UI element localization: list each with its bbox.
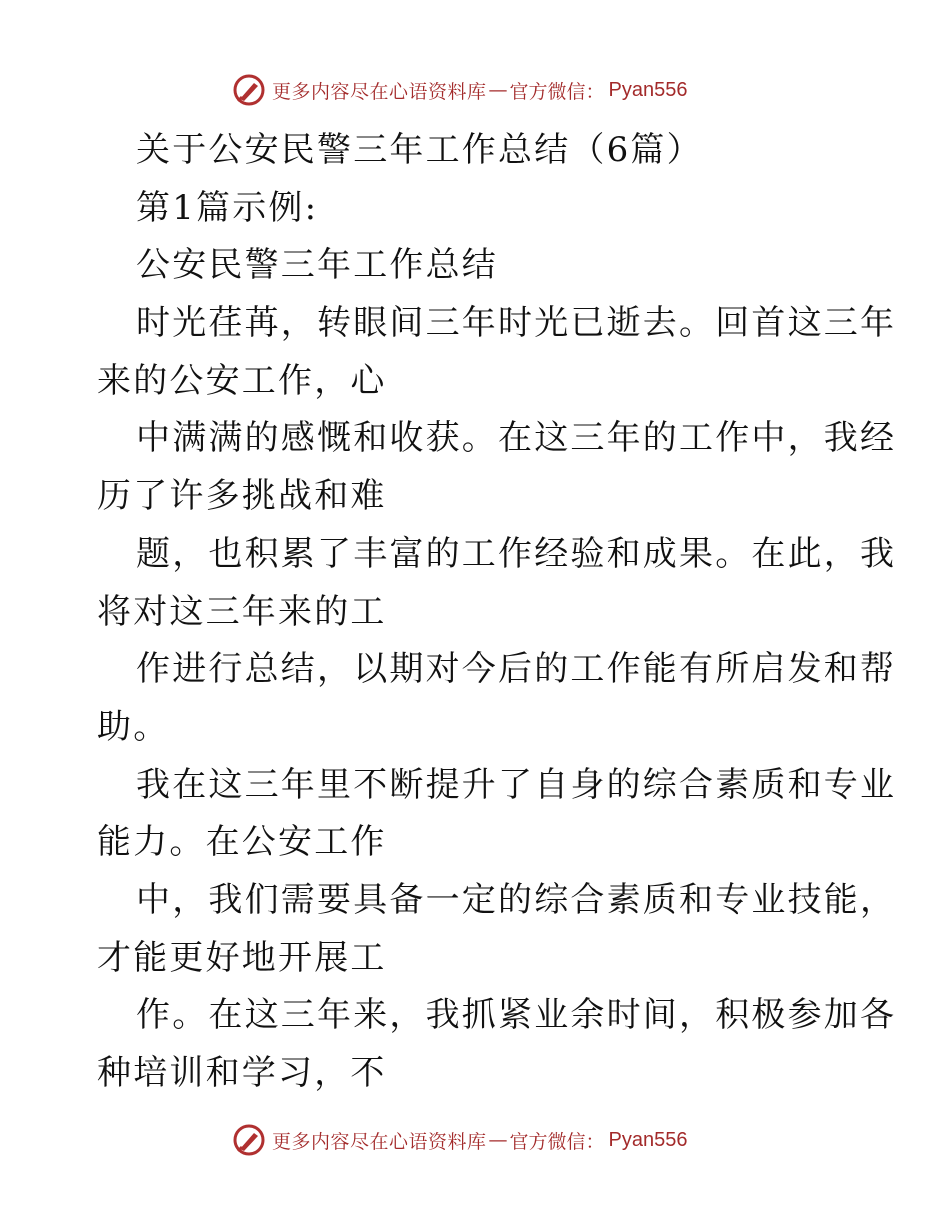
document-title: 关于公安民警三年工作总结（6篇） [136, 130, 703, 170]
text-line: 助。 [97, 706, 170, 747]
example-label: 第1篇示例: [136, 187, 319, 228]
text-line: 中满满的感慨和收获。在这三年的工作中，我经 [136, 418, 897, 459]
text-line: 我在这三年里不断提升了自身的综合素质和专业 [136, 764, 897, 805]
text-line: 才能更好地开展工 [97, 937, 387, 978]
watermark-wechat-id: Pyan556 [608, 1128, 688, 1151]
pen-logo-icon [232, 73, 266, 107]
text-line: 中，我们需要具备一定的综合素质和专业技能， [136, 879, 897, 920]
watermark-separator: — [488, 1129, 508, 1151]
document-body [97, 122, 897, 1103]
text-line: 将对这三年来的工 [97, 591, 387, 632]
footer-watermark [232, 1121, 688, 1159]
watermark-separator: — [488, 79, 508, 101]
document-subtitle: 公安民警三年工作总结 [136, 245, 498, 286]
text-line: 能力。在公安工作 [97, 822, 387, 863]
header-watermark [232, 71, 688, 109]
paragraph-lines [97, 295, 897, 1103]
pen-logo-icon [232, 1123, 266, 1157]
watermark-wechat-label: 官方微信： [509, 1130, 605, 1153]
text-line: 历了许多挑战和难 [97, 476, 387, 517]
text-line: 题，也积累了丰富的工作经验和成果。在此，我 [136, 533, 897, 574]
text-line: 时光荏苒，转眼间三年时光已逝去。回首这三年 [136, 303, 897, 344]
text-line: 作进行总结，以期对今后的工作能有所启发和帮 [136, 649, 897, 690]
text-line: 作。在这三年来，我抓紧业余时间，积极参加各 [136, 995, 897, 1036]
text-line: 来的公安工作，心 [97, 360, 387, 401]
watermark-text: 更多内容尽在心语资料库 [272, 1130, 487, 1153]
watermark-text: 更多内容尽在心语资料库 [272, 80, 487, 103]
watermark-wechat-label: 官方微信： [509, 80, 605, 103]
text-line: 种培训和学习，不 [97, 1053, 387, 1093]
watermark-wechat-id: Pyan556 [608, 78, 688, 101]
